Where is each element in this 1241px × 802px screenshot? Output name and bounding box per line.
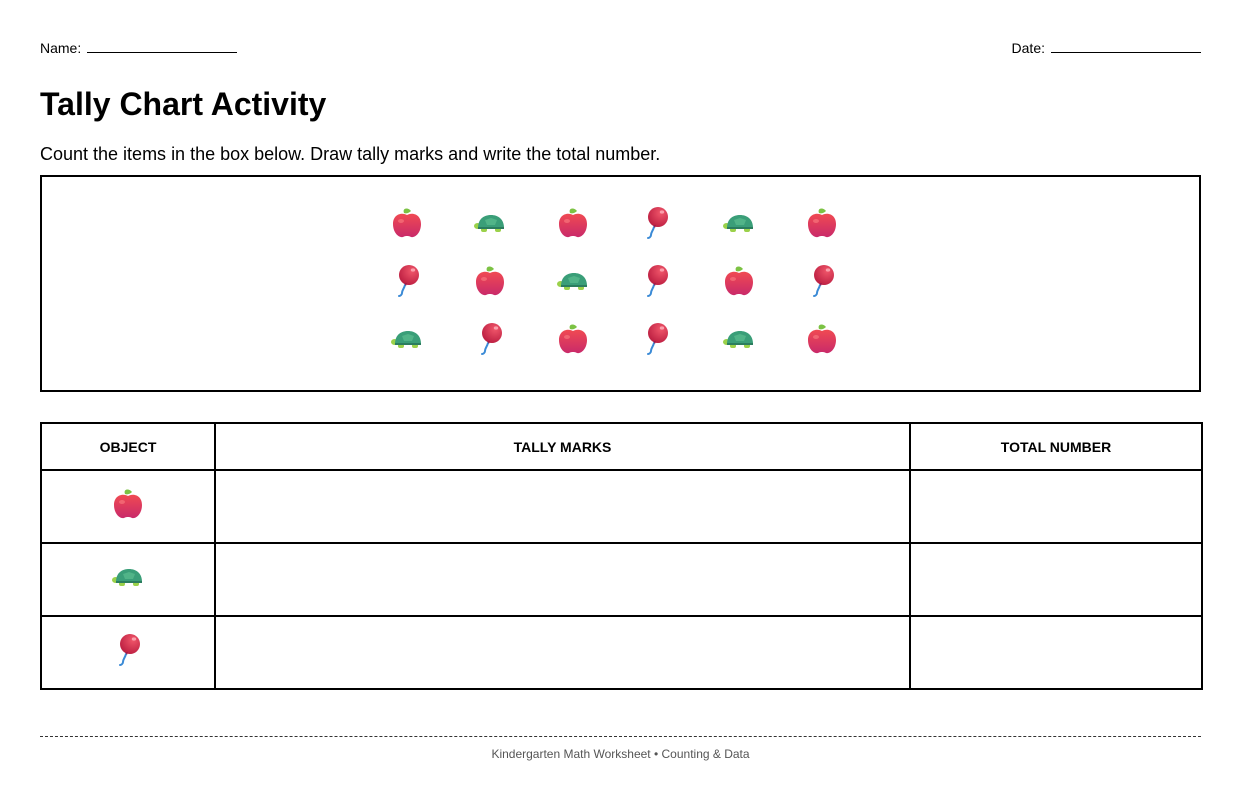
apple-icon	[804, 203, 840, 243]
balloon-icon	[804, 261, 840, 301]
object-cell	[41, 470, 215, 543]
apple-icon	[472, 261, 508, 301]
total-number-cell[interactable]	[910, 470, 1202, 543]
apple-icon	[721, 261, 757, 301]
object-icon-slot	[42, 544, 214, 615]
turtle-icon	[721, 319, 757, 359]
tally-marks-cell[interactable]	[215, 470, 910, 543]
table-row-apple	[41, 470, 1202, 543]
turtle-icon	[555, 261, 591, 301]
balloon-icon	[638, 319, 674, 359]
items-grid	[389, 203, 887, 377]
object-cell	[41, 543, 215, 616]
tally-marks-cell[interactable]	[215, 543, 910, 616]
table-header-row	[41, 423, 1202, 470]
instructions: Count the items in the box below. Draw tally marks and write the total number.	[40, 144, 661, 164]
column-header-tally-marks: TALLY MARKS	[215, 423, 910, 470]
footer-text: Kindergarten Math Worksheet • Counting & Data	[491, 747, 750, 761]
object-cell	[41, 616, 215, 689]
balloon-icon	[638, 261, 674, 301]
balloon-icon	[638, 203, 674, 243]
total-number-cell[interactable]	[910, 616, 1202, 689]
date-field	[1012, 39, 1201, 57]
items-box	[40, 175, 1201, 392]
turtle-icon	[472, 203, 508, 243]
date-label: Date:	[1011, 40, 1045, 56]
apple-icon	[555, 203, 591, 243]
page-title: Tally Chart Activity	[40, 86, 327, 122]
column-header-object: OBJECT	[41, 423, 215, 470]
apple-icon	[389, 203, 425, 243]
turtle-icon	[389, 319, 425, 359]
object-icon-slot	[42, 471, 214, 542]
balloon-icon	[115, 632, 141, 673]
tally-table	[40, 422, 1203, 690]
turtle-icon	[721, 203, 757, 243]
footer-divider	[40, 736, 1201, 737]
name-label: Name:	[40, 40, 82, 56]
apple-icon	[111, 487, 145, 526]
table-row-balloon	[41, 616, 1202, 689]
turtle-icon	[111, 566, 145, 593]
object-icon-slot	[42, 617, 214, 688]
table-row-turtle	[41, 543, 1202, 616]
tally-marks-cell[interactable]	[215, 616, 910, 689]
apple-icon	[804, 319, 840, 359]
name-blank-line[interactable]	[87, 40, 237, 53]
column-header-total-number: TOTAL NUMBER	[910, 423, 1202, 470]
total-number-cell[interactable]	[910, 543, 1202, 616]
balloon-icon	[389, 261, 425, 301]
header-row	[40, 39, 1201, 59]
balloon-icon	[472, 319, 508, 359]
apple-icon	[555, 319, 591, 359]
date-blank-line[interactable]	[1051, 40, 1201, 53]
name-field	[40, 39, 237, 57]
